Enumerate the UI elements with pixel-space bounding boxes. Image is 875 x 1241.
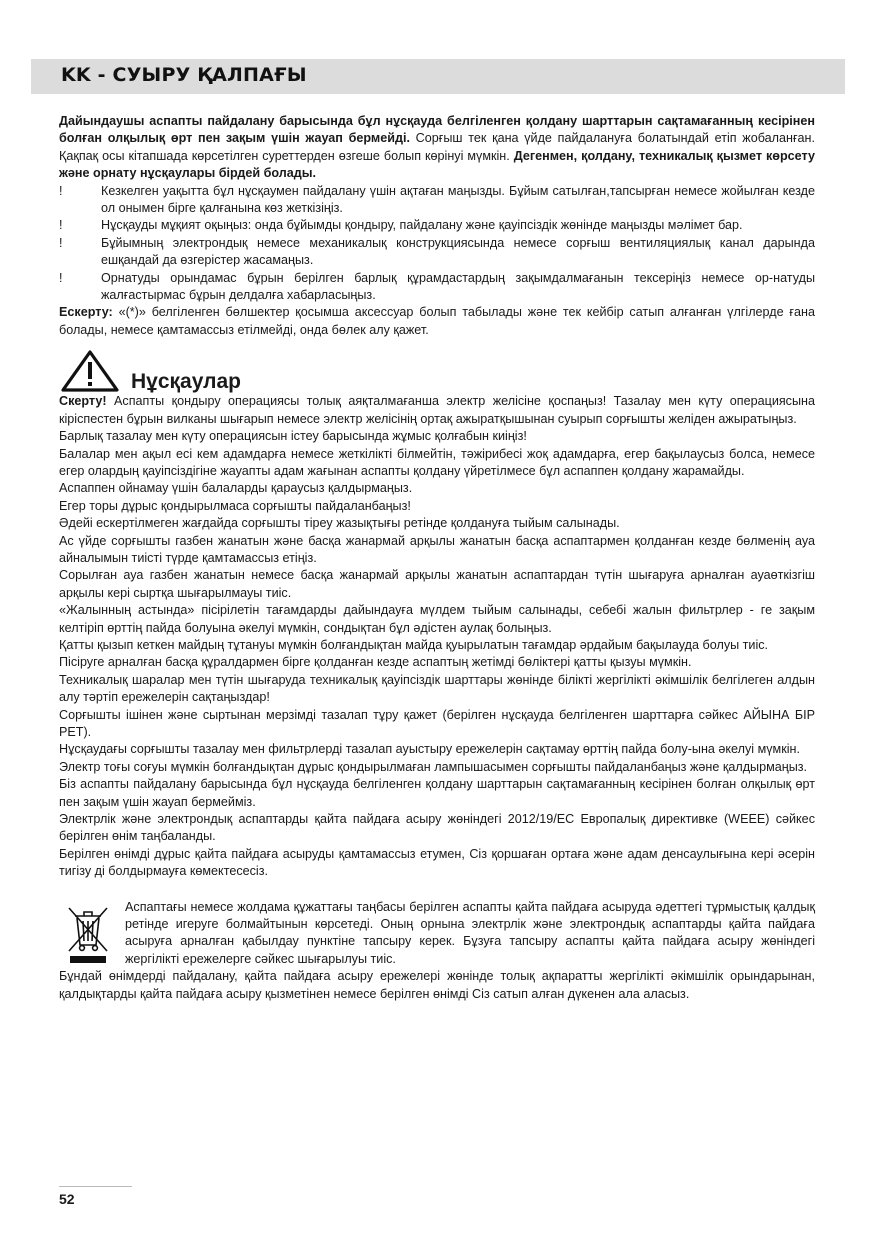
weee-tail: Бұндай өнімдерді пайдалану, қайта пайдаға асыру ережелері жөнінде толық ақпаратты жергілікті әкімшілік орындарынан, қалдықтарды қайта пайдаға асыру қызметінен немесе берілген өнімді Сіз сатып алған дүкенен ала аласыз. xyxy=(59,969,815,1001)
instruction-paragraph: Аспаппен ойнамау үшін балаларды қараусыз қалдырмаңыз. xyxy=(59,481,413,496)
intro-text: Сорғыш тек қана үйде пайдалануға болатындай етіп жобаланған. Қақпақ осы кітапшада көрсетілген суреттерден өзгеше болып көрінуі мүмкін. xyxy=(59,131,815,163)
weee-text: Аспаптағы немесе жолдама құжаттағы таңбасы берілген аспапты қайта пайдаға асыруда әдеттегі тұрмыстық қалдық ретінде игеруге болмайтынын көрсетеді. Оның орнына электрлік және электрондық аспаптарды қайта пайдаға асыруға арналған қабылдау пунктіне тапсыру керек. Бұзуға тапсыру аспапты қайта пайдаға асыру жөніндегі жергілікті ережелерге сәйкес шығарылуы тиіс. xyxy=(125,899,815,966)
instruction-paragraph: Сорғышты ішінен және сыртынан мерзімді тазалап тұру қажет (берілген нұсқауда белгіленген шарттарға сәйкес АЙЫНА БІР РЕТ). xyxy=(59,707,815,739)
instructions-title: Нұсқаулар xyxy=(131,370,241,394)
warning-triangle-icon xyxy=(59,349,121,393)
page-number: 52 xyxy=(59,1191,75,1207)
instruction-paragraph: Нұсқаудағы сорғышты тазалау мен фильтрлерді тазалап ауыстыру ережелерін сақтамау өрттің пайда болу-ына әкелуі мүмкін. xyxy=(59,742,800,757)
warning-item xyxy=(59,235,815,270)
caution-text: Аспапты қондыру операциясы толық аяқталмағанша электр желісіне қоспаңыз! Тазалау мен күту операциясына кіріспестен бұрын вилканы шығарып немесе электр желісінің ортақ ажыратқышынан суырып сорғышты желіден ажыратыңыз. xyxy=(59,394,815,426)
warning-item xyxy=(59,217,815,234)
page-title: KK - СУЫРУ ҚАЛПАҒЫ xyxy=(61,64,307,86)
warning-text: Бұйымның электрондық немесе механикалық конструкциясында немесе сорғыш вентиляциялық канал дарында ешқандай да өзгерістер жасамаңыз. xyxy=(101,235,815,268)
intro-bold: Дайындаушы аспапты пайдалану барысында бұл нұсқауда белгіленген қолдану шарттарын сақтамағанның кесірінен болған олқылық өрт пен зақым үшін жауап бермейді. xyxy=(59,114,815,146)
warning-bullet: ! xyxy=(59,183,63,198)
note-text: «(*)» белгіленген бөлшектер қосымша аксессуар болып табылады және тек кейбір сатып алғанған үлгілерде ғана болады, немесе қамтамассыз етілмейді, онда бөлек алу қажет. xyxy=(59,305,815,337)
caution-label: Скерту! xyxy=(59,394,107,409)
weee-section xyxy=(59,899,815,969)
crossed-out-bin-icon xyxy=(65,903,111,965)
footer-divider xyxy=(59,1186,132,1187)
instruction-paragraph: Электрлік және электрондық аспаптарды қайта пайдаға асыру жөніндегі 2012/19/EC Европалық директивке (WEEE) сәйкес берілген өнім таңбаланды. xyxy=(59,812,815,844)
warning-bullet: ! xyxy=(59,235,63,250)
warning-text: Орнатуды орындамас бұрын берілген барлық құрамдастардың зақымдалмағанын тексеріңіз немесе ор-натуды жалғастырмас бұрын делдалға хабарласыңыз. xyxy=(101,270,815,303)
warning-bullet: ! xyxy=(59,218,63,233)
instruction-paragraph: Пісіруге арналған басқа құралдармен бірге қолданған кезде аспаптың жетімді бөліктері қатты қызуы мүмкін. xyxy=(59,655,692,670)
header-bar xyxy=(31,59,845,94)
caution-paragraph xyxy=(59,393,815,428)
instruction-paragraph: Сорылған ауа газбен жанатын немесе басқа жанармай арқылы жанатын аспаптардан түтін шығаруға арналған ауаөткізгіш арқылы кері сыртқа шығарылмауы тиіс. xyxy=(59,568,815,600)
warning-text: Кезкелген уақытта бұл нұсқаумен пайдалану үшін ақтаған маңызды. Бұйым сатылған,тапсырған немесе жойылған кезде ол онымен бірге қалғанына көз жеткізіңіз. xyxy=(101,183,815,216)
instruction-paragraph: Балалар мен ақыл есі кем адамдарға немесе жеткілікті білмейтін, тәжірибесі жоқ адамдарға, егер бақылаусыз болса, немесе егер олардың қауіпсіздігіне жауапты адам жағынан аспапты қолдану үйретілмесе бұл аспаппен қолдану жарамайды. xyxy=(59,446,815,478)
warning-item xyxy=(59,270,815,305)
note-label: Ескерту: xyxy=(59,305,113,320)
instruction-paragraph: «Жалынның астында» пісірілетін тағамдарды дайындауға мүлдем тыйым салынады, себебі жалын фильтрлер - ге зақым келтіріп өрттің пайда болуына әкелуі мүмкін, сондықтан бұл әдістен аулақ болыңыз. xyxy=(59,603,815,635)
warning-list xyxy=(59,183,815,305)
content xyxy=(59,113,815,1003)
note-paragraph xyxy=(59,304,815,339)
intro-bold-2: Дегенмен, қолдану, техникалық қызмет көрсету және орнату нұсқаулары бірдей болады. xyxy=(59,148,815,181)
warning-item xyxy=(59,183,815,218)
instruction-paragraph: Берілген өнімді дұрыс қайта пайдаға асыруды қамтамассыз етумен, Сіз қоршаған ортаға және адам денсаулығына кері әсерін тигізу ді болдырмауға көмектесесіз. xyxy=(59,846,815,879)
instruction-paragraph: Әдейі ескертілмеген жағдайда сорғышты тіреу жазықтығы ретінде қолдануға тыйым салынады. xyxy=(59,516,620,531)
warning-bullet: ! xyxy=(59,270,63,285)
instruction-paragraph: Біз аспапты пайдалану барысында бұл нұсқауда белгіленген қолдану шарттарын сақтамағанның кесірінен болған олқылық өрт пен зақым үшін жауап бермейміз. xyxy=(59,777,815,809)
warning-text: Нұсқауды мұқият оқыңыз: онда бұйымды қондыру, пайдалану және қауіпсіздік жөнінде маңызды мәлімет бар. xyxy=(101,218,743,233)
instruction-paragraph: Барлық тазалау мен күту операциясын істеу барысында жұмыс қолғабын киіңіз! xyxy=(59,429,527,444)
instruction-paragraph: Қатты қызып кеткен майдың тұтануы мүмкін болғандықтан майда қуырылатын тағамдар әрдайым бақылауда болуы тиіс. xyxy=(59,637,769,652)
instruction-paragraph: Егер торы дұрыс қондырылмаса сорғышты пайдаланбаңыз! xyxy=(59,498,411,513)
instructions-heading xyxy=(59,349,815,393)
instruction-paragraph: Электр тоғы соғуы мүмкін болғандықтан дұрыс қондырылмаған лампышасымен сорғышты пайдаланбаңыз және қалдырмаңыз. xyxy=(59,759,808,774)
instruction-paragraph: Ас үйде сорғышты газбен жанатын және басқа жанармай арқылы жанатын басқа аспаптармен қолданған кезде бөлменің ауа айналымын тиісті түрде қамтамассыз етіңіз. xyxy=(59,533,815,565)
instruction-paragraph: Техникалық шаралар мен түтін шығаруда техникалық қауіпсіздік шарттары жөнінде білікті жергілікті әкімшілік белгілеген алдын алу тәртіп ережелерін сақтаңыздар! xyxy=(59,672,815,705)
intro-paragraph xyxy=(59,113,815,183)
